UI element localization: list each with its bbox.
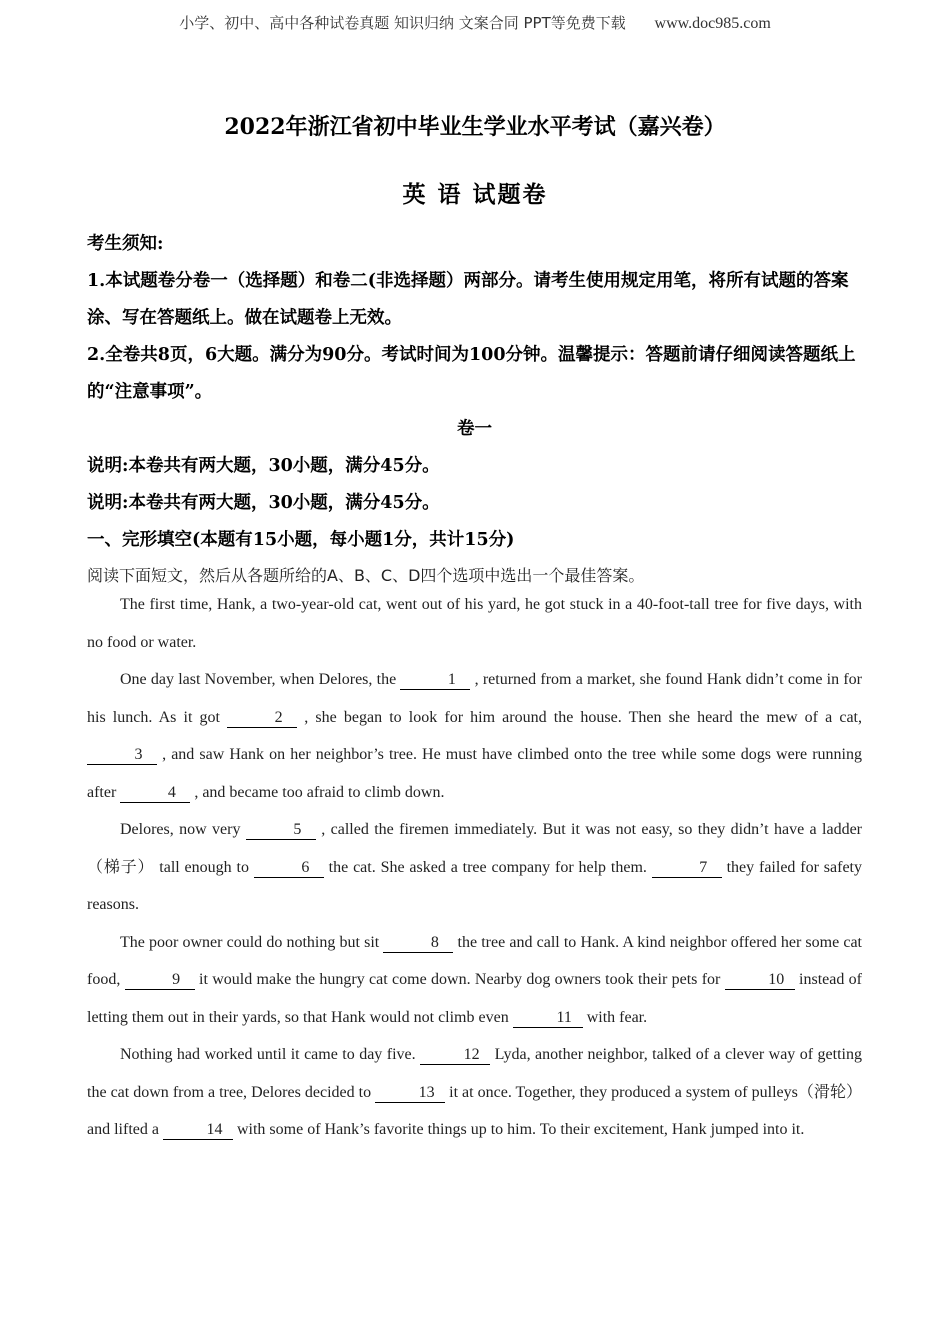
blank-11: 11 (513, 1009, 583, 1028)
passage-text: , called the firemen immediately. But it was not easy, so they didn’t have a ladder（梯子） tall enough to (87, 821, 863, 876)
blank-2: 2 (227, 709, 297, 728)
blank-14: 14 (163, 1121, 233, 1140)
blank-12: 12 (420, 1046, 490, 1065)
exam-title: 2022年浙江省初中毕业生学业水平考试（嘉兴卷） (224, 114, 726, 140)
passage-text: , and became too afraid to climb down. (190, 783, 445, 801)
blank-3: 3 (87, 746, 157, 765)
paragraph-5 (87, 1036, 862, 1149)
passage-text: , she began to look for him around the house. Then she heard the mew of a cat, (297, 708, 863, 726)
blank-1: 1 (400, 671, 470, 690)
section-instruction: 阅读下面短文，然后从各题所给的A、B、C、D四个选项中选出一个最佳答案。 (87, 566, 645, 585)
blank-4: 4 (120, 784, 190, 803)
passage-text: Nothing had worked until it came to day five. (120, 1046, 421, 1063)
passage-text: One day last November, when Delores, the (120, 671, 401, 688)
section-title: 一、完形填空(本题有15小题，每小题1分，共计15分) (87, 530, 515, 550)
passage-text: The poor owner could do nothing but sit (120, 933, 384, 951)
passage-text: they failed for safety reasons. (87, 858, 862, 913)
passage-text: instead of letting them out in their yards, so that Hank would not climb even (87, 971, 863, 1026)
notice-item-1: 1.本试题卷分卷一（选择题）和卷二(非选择题）两部分。请考生使用规定用笔，将所有试题的答案涂、写在答题纸上。做在试题卷上无效。 (87, 271, 849, 328)
passage-text: Lyda, another neighbor, talked of a clever way of getting the cat down from a tree, Delores decided to (87, 1046, 862, 1101)
blank-6: 6 (254, 859, 324, 878)
blank-7: 7 (652, 859, 722, 878)
part-description-2: 说明:本卷共有两大题，30小题，满分45分。 (87, 493, 440, 513)
notice-item-2: 2.全卷共8页，6大题。满分为90分。考试时间为100分钟。温馨提示：答题前请仔细阅读答题纸上的“注意事项”。 (87, 345, 856, 402)
part-label: 卷一 (457, 419, 492, 439)
passage-text: Delores, now very (120, 821, 246, 838)
passage-text: it would make the hungry cat come down. Nearby dog owners took their pets for (194, 971, 725, 988)
passage-text: the cat. She asked a tree company for help them. (323, 858, 652, 876)
header-tagline: 小学、初中、高中各种试卷真题 知识归纳 文案合同 PPT等免费下载 (179, 14, 626, 32)
notice-section (87, 226, 862, 593)
paragraph-4 (87, 924, 862, 1037)
blank-5: 5 (246, 821, 316, 840)
blank-8: 8 (383, 934, 453, 953)
exam-subtitle: 英 语 试题卷 (402, 181, 548, 208)
passage-text: with fear. (582, 1008, 648, 1026)
part-description-1: 说明:本卷共有两大题，30小题，满分45分。 (87, 456, 440, 476)
paragraph-3 (87, 811, 862, 924)
passage-text: it at once. Together, they produced a system of pulleys（滑轮） and lifted a (87, 1083, 862, 1138)
passage-text: with some of Hank’s favorite things up to him. To their excitement, Hank jumped into it. (232, 1121, 805, 1138)
passage-text: the tree and call to Hank. A kind neighbor offered her some cat food, (87, 933, 863, 988)
header-url[interactable]: www.doc985.com (654, 15, 771, 32)
passage-text: , and saw Hank on her neighbor’s tree. He must have climbed onto the tree while some dogs were running after (87, 746, 862, 801)
blank-10: 10 (725, 971, 795, 990)
notice-heading: 考生须知: (87, 234, 164, 254)
blank-9: 9 (125, 971, 195, 990)
cloze-passage (87, 586, 862, 1149)
paragraph-1: The first time, Hank, a two-year-old cat, went out of his yard, he got stuck in a 40-foot-tall tree for five days, with no food or water. (87, 596, 862, 651)
passage-text: , returned from a market, she found Hank didn’t come in for his lunch. As it got (87, 671, 863, 726)
page-header (0, 12, 950, 33)
paragraph-2 (87, 661, 862, 811)
blank-13: 13 (375, 1084, 445, 1103)
